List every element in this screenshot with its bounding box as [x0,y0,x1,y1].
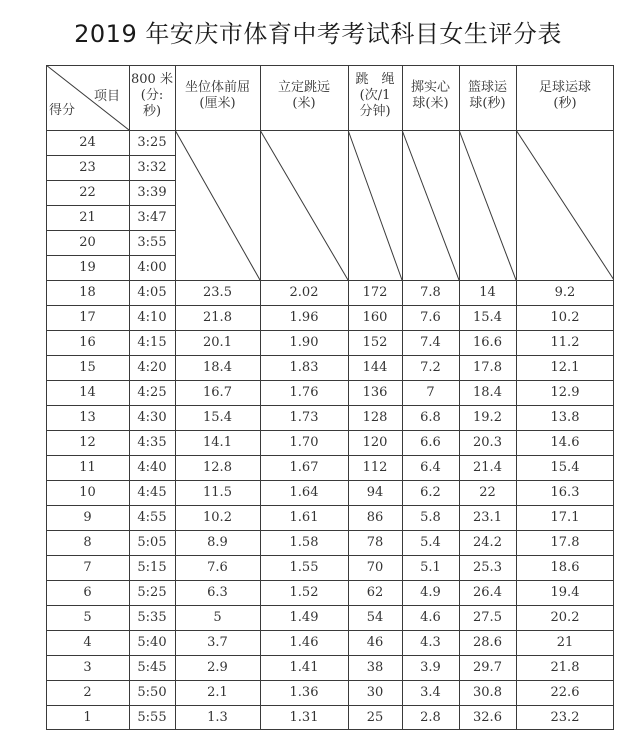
cell-800m: 4:25 [137,385,167,400]
cell-basketball: 14 [479,285,496,300]
cell-basketball: 19.2 [473,410,502,425]
cell-score: 19 [79,260,96,275]
cell-long-jump: 1.70 [289,435,319,450]
cell-rope-skipping: 25 [366,710,384,725]
cell-medicine-ball: 7.6 [420,310,441,325]
cell-long-jump: 1.96 [289,310,319,325]
cell-long-jump: 1.41 [289,660,319,675]
cell-score: 15 [79,360,96,375]
cell-long-jump: 1.83 [289,360,319,375]
header-basketball-dribble-line: 篮球运 [467,80,507,95]
cell-basketball: 24.2 [473,535,502,550]
header-football-dribble-line: 足球运球 [538,80,591,95]
cell-sit-and-reach: 18.4 [203,360,232,375]
cell-800m: 4:40 [137,460,167,475]
cell-rope-skipping: 172 [362,285,388,300]
header-basketball-dribble-line: 球(秒) [469,96,506,111]
cell-800m: 5:05 [137,535,167,550]
header-800m-line: (分: [140,88,164,103]
cell-basketball: 30.8 [473,685,502,700]
cell-football: 18.6 [550,560,580,575]
cell-800m: 4:10 [137,310,167,325]
cell-long-jump: 2.02 [289,285,319,300]
cell-score: 21 [79,210,96,225]
corner-label-item: 项目 [94,89,121,104]
cell-score: 1 [83,710,92,725]
cell-football: 16.3 [550,485,580,500]
cell-football: 19.4 [550,585,580,600]
cell-rope-skipping: 120 [362,435,388,450]
cell-basketball: 23.1 [473,510,502,525]
header-rope-skipping-line: 分钟) [359,104,391,119]
cell-score: 9 [83,510,92,525]
cell-football: 10.2 [550,310,580,325]
cell-long-jump: 1.52 [289,585,319,600]
cell-score: 18 [79,285,96,300]
cell-basketball: 29.7 [473,660,502,675]
empty-cell-diagonal [516,130,614,280]
cell-sit-and-reach: 21.8 [203,310,232,325]
cell-long-jump: 1.73 [289,410,319,425]
header-sit-and-reach-line: 坐位体前屈 [184,80,250,95]
cell-basketball: 26.4 [473,585,502,600]
empty-cell-diagonal [260,130,348,280]
cell-long-jump: 1.55 [289,560,319,575]
cell-sit-and-reach: 12.8 [203,460,232,475]
header-medicine-ball-line: 掷实心 [410,80,450,95]
cell-long-jump: 1.36 [289,685,319,700]
cell-medicine-ball: 7.8 [420,285,441,300]
cell-football: 20.2 [550,610,580,625]
cell-football: 22.6 [550,685,580,700]
cell-long-jump: 1.46 [289,635,319,650]
cell-long-jump: 1.58 [289,535,319,550]
cell-score: 13 [79,410,96,425]
cell-score: 4 [83,635,92,650]
cell-sit-and-reach: 10.2 [203,510,232,525]
cell-medicine-ball: 7.4 [420,335,441,350]
cell-medicine-ball: 7 [426,385,435,400]
cell-sit-and-reach: 6.3 [207,585,228,600]
cell-medicine-ball: 6.6 [420,435,441,450]
cell-football: 12.1 [550,360,580,375]
cell-long-jump: 1.64 [289,485,319,500]
cell-rope-skipping: 152 [362,335,388,350]
cell-football: 21 [556,635,574,650]
cell-long-jump: 1.31 [289,710,319,725]
cell-football: 11.2 [550,335,580,350]
cell-sit-and-reach: 2.1 [207,685,228,700]
cell-rope-skipping: 94 [366,485,384,500]
cell-sit-and-reach: 1.3 [207,710,228,725]
cell-sit-and-reach: 8.9 [207,535,228,550]
cell-football: 13.8 [550,410,580,425]
cell-score: 11 [79,460,96,475]
cell-rope-skipping: 78 [366,535,384,550]
empty-cell-diagonal [175,130,260,280]
header-rope-skipping-line: 跳 绳 [355,72,395,87]
cell-football: 21.8 [550,660,580,675]
cell-score: 6 [83,585,92,600]
cell-sit-and-reach: 2.9 [207,660,228,675]
cell-medicine-ball: 4.6 [420,610,441,625]
cell-basketball: 16.6 [473,335,502,350]
cell-medicine-ball: 4.9 [420,585,441,600]
corner-label-score: 得分 [49,103,76,118]
cell-football: 17.1 [550,510,580,525]
cell-800m: 5:35 [137,610,167,625]
cell-football: 23.2 [550,710,580,725]
cell-rope-skipping: 46 [366,635,384,650]
cell-football: 17.8 [550,535,580,550]
cell-sit-and-reach: 23.5 [203,285,232,300]
score-table [46,65,614,730]
cell-score: 24 [79,135,96,150]
cell-rope-skipping: 112 [362,460,388,475]
cell-football: 15.4 [550,460,580,475]
header-800m-line: 800 米 [131,72,173,87]
header-basketball-dribble [459,80,516,112]
cell-score: 3 [83,660,92,675]
cell-800m: 5:40 [137,635,167,650]
cell-basketball: 20.3 [473,435,502,450]
cell-800m: 5:50 [137,685,167,700]
header-sit-and-reach [175,80,260,112]
header-800m [129,72,175,120]
cell-long-jump: 1.49 [289,610,319,625]
cell-sit-and-reach: 3.7 [207,635,228,650]
empty-cell-diagonal [402,130,459,280]
cell-medicine-ball: 3.4 [420,685,441,700]
header-standing-long-jump [260,80,348,112]
cell-rope-skipping: 136 [362,385,388,400]
header-medicine-ball-line: 球(米) [412,96,449,111]
cell-800m: 5:45 [137,660,167,675]
cell-basketball: 32.6 [473,710,502,725]
header-standing-long-jump-line: 立定跳远 [277,80,330,95]
cell-rope-skipping: 38 [366,660,384,675]
cell-football: 12.9 [550,385,580,400]
cell-medicine-ball: 6.4 [420,460,441,475]
cell-sit-and-reach: 11.5 [203,485,232,500]
empty-cell-diagonal [459,130,516,280]
cell-rope-skipping: 70 [366,560,384,575]
cell-score: 17 [79,310,96,325]
cell-score: 23 [79,160,96,175]
cell-score: 5 [83,610,92,625]
cell-long-jump: 1.67 [289,460,319,475]
cell-800m: 5:25 [137,585,167,600]
cell-rope-skipping: 86 [366,510,384,525]
cell-football: 14.6 [550,435,580,450]
cell-800m: 3:55 [137,235,167,250]
cell-medicine-ball: 6.8 [420,410,441,425]
cell-sit-and-reach: 15.4 [203,410,232,425]
cell-score: 10 [79,485,96,500]
cell-basketball: 15.4 [473,310,502,325]
cell-800m: 4:05 [137,285,167,300]
cell-sit-and-reach: 7.6 [207,560,228,575]
cell-medicine-ball: 2.8 [420,710,441,725]
cell-rope-skipping: 30 [366,685,384,700]
cell-medicine-ball: 5.1 [420,560,441,575]
cell-sit-and-reach: 20.1 [203,335,232,350]
header-football-dribble-line: (秒) [553,96,577,111]
cell-long-jump: 1.61 [289,510,319,525]
cell-basketball: 27.5 [473,610,502,625]
cell-score: 20 [79,235,96,250]
cell-medicine-ball: 4.3 [420,635,441,650]
cell-medicine-ball: 3.9 [420,660,441,675]
cell-800m: 3:47 [137,210,167,225]
cell-long-jump: 1.76 [289,385,319,400]
cell-basketball: 21.4 [473,460,502,475]
cell-800m: 4:15 [137,335,167,350]
header-football-dribble [516,80,614,112]
cell-score: 7 [83,560,92,575]
cell-rope-skipping: 62 [366,585,384,600]
cell-rope-skipping: 160 [362,310,388,325]
cell-800m: 4:30 [137,410,167,425]
cell-medicine-ball: 6.2 [420,485,441,500]
cell-football: 9.2 [554,285,576,300]
cell-sit-and-reach: 16.7 [203,385,232,400]
cell-800m: 5:55 [137,710,167,725]
cell-800m: 4:00 [137,260,167,275]
cell-800m: 3:39 [137,185,167,200]
header-sit-and-reach-line: (厘米) [199,96,236,111]
cell-rope-skipping: 54 [366,610,384,625]
cell-800m: 4:55 [137,510,167,525]
cell-score: 14 [79,385,96,400]
header-800m-line: 秒) [142,104,162,119]
cell-long-jump: 1.90 [289,335,319,350]
header-rope-skipping-line: (次/1 [359,88,391,103]
cell-basketball: 22 [479,485,496,500]
cell-medicine-ball: 7.2 [420,360,441,375]
cell-score: 12 [79,435,96,450]
cell-basketball: 28.6 [473,635,502,650]
cell-medicine-ball: 5.8 [420,510,441,525]
cell-rope-skipping: 144 [362,360,388,375]
cell-sit-and-reach: 14.1 [203,435,232,450]
empty-cell-diagonal [348,130,402,280]
cell-800m: 4:45 [137,485,167,500]
cell-score: 16 [79,335,96,350]
cell-basketball: 17.8 [473,360,502,375]
cell-800m: 3:32 [137,160,167,175]
page-title: 2019 年安庆市体育中考考试科目女生评分表 [74,20,562,48]
cell-medicine-ball: 5.4 [420,535,441,550]
header-medicine-ball [402,80,459,112]
cell-800m: 4:20 [137,360,167,375]
cell-score: 2 [83,685,92,700]
cell-800m: 5:15 [137,560,167,575]
cell-800m: 3:25 [137,135,167,150]
cell-basketball: 18.4 [473,385,502,400]
cell-score: 22 [79,185,96,200]
cell-score: 8 [83,535,92,550]
cell-800m: 4:35 [137,435,167,450]
cell-rope-skipping: 128 [362,410,388,425]
header-standing-long-jump-line: (米) [292,96,316,111]
header-rope-skipping [348,72,402,120]
cell-sit-and-reach: 5 [213,610,222,625]
cell-basketball: 25.3 [473,560,502,575]
